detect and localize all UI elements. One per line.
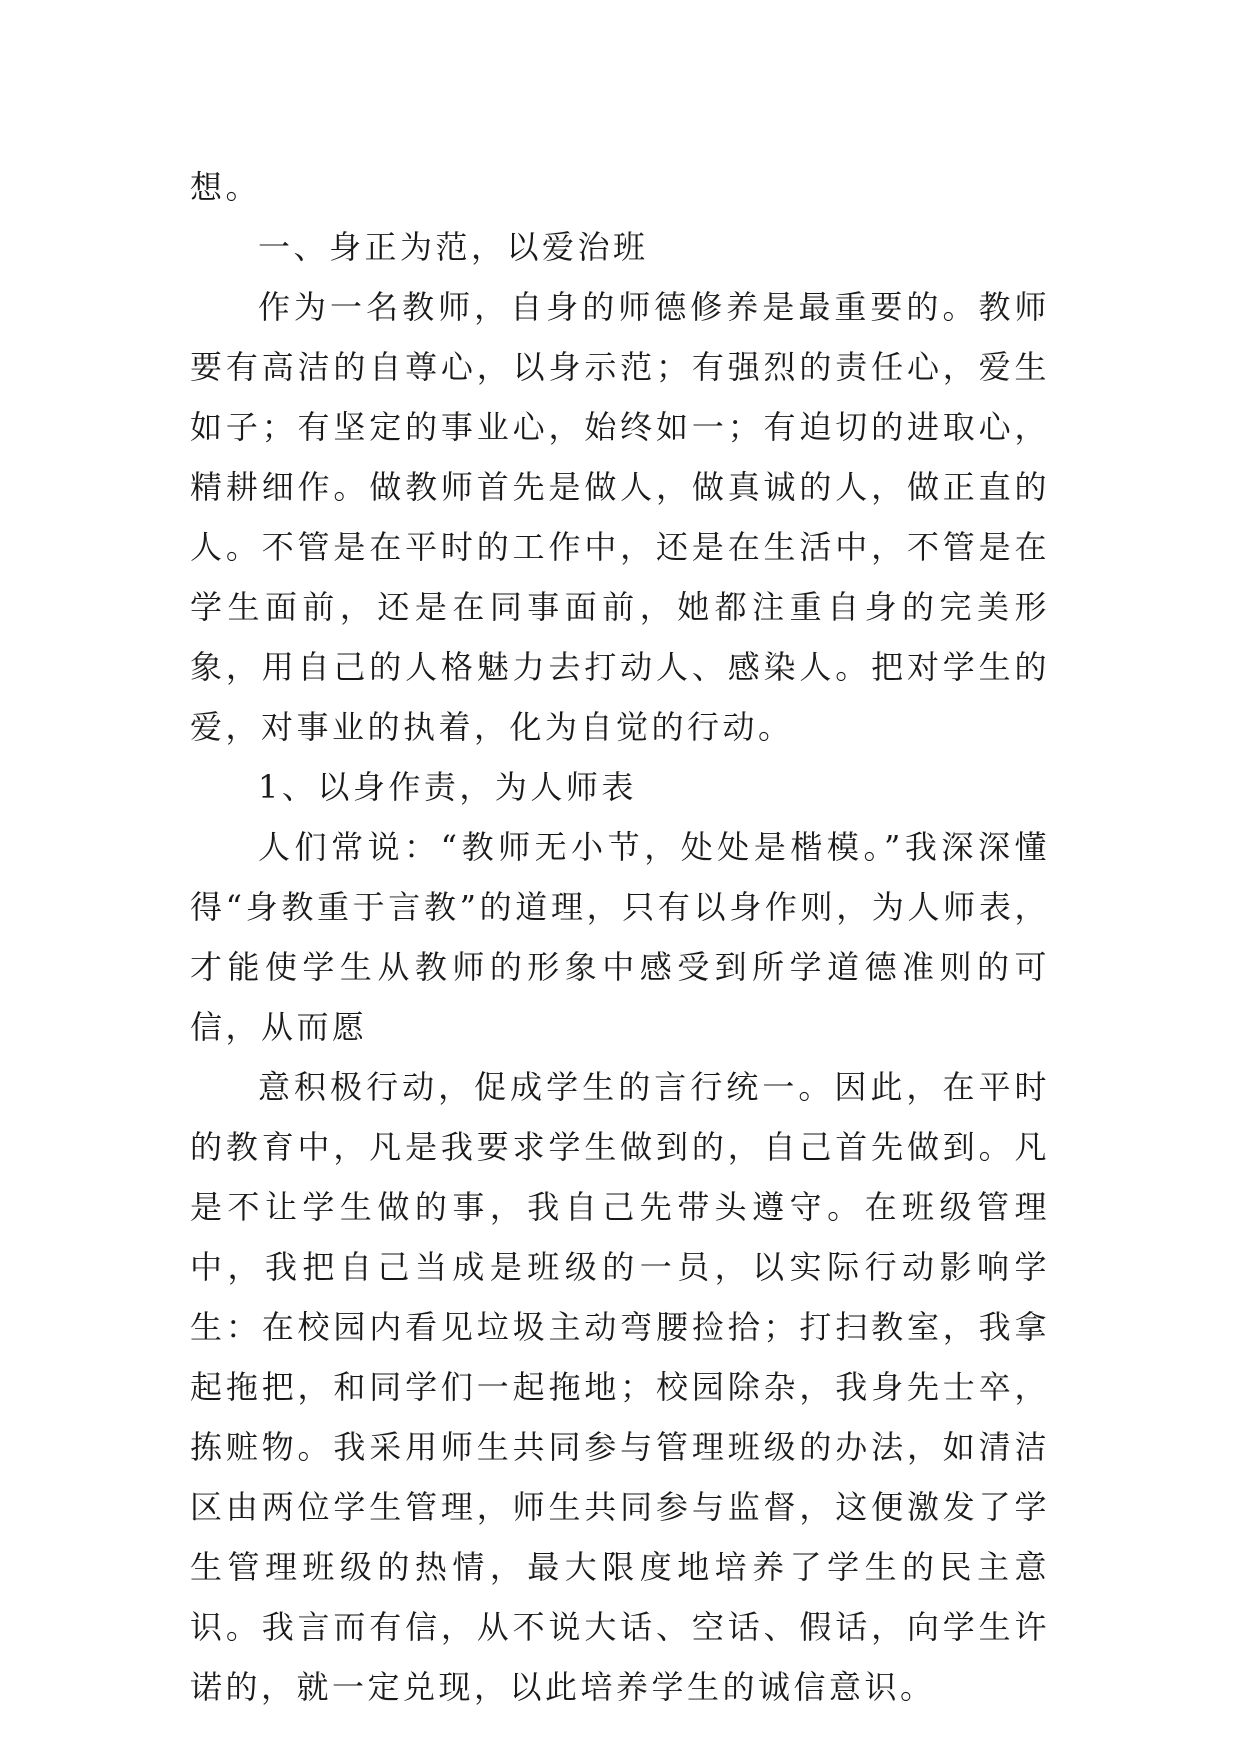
paragraph-continuation: 想。 [190, 168, 262, 206]
document-body [190, 157, 1050, 1717]
paragraph-class-management: 意积极行动，促成学生的言行统一。因此，在平时的教育中，凡是我要求学生做到的，自己首先做到。凡是不让学生做的事，我自己先带头遵守。在班级管理中，我把自己当成是班级的一员，以实际行动影响学生：在校园内看见垃圾主动弯腰捡拾；打扫教室，我拿起拖把，和同学们一起拖地；校园除杂，我身先士卒，拣赃物。我采用师生共同参与管理班级的办法，如清洁区由两位学生管理，师生共同参与监督，这便激发了学生管理班级的热情，最大限度地培养了学生的民主意识。我言而有信，从不说大话、空话、假话，向学生许诺的，就一定兑现，以此培养学生的诚信意识。 [190, 1068, 1050, 1706]
section-heading-1: 一、身正为范，以爱治班 [258, 228, 649, 266]
paragraph-teacher-ethics: 作为一名教师，自身的师德修养是最重要的。教师要有高洁的自尊心，以身示范；有强烈的责任心，爱生如子；有坚定的事业心，始终如一；有迫切的进取心，精耕细作。做教师首先是做人，做真诚的人，做正直的人。不管是在平时的工作中，还是在生活中，不管是在学生面前，还是在同事面前，她都注重自身的完美形象，用自己的人格魅力去打动人、感染人。把对学生的爱，对事业的执着，化为自觉的行动。 [190, 288, 1050, 746]
paragraph-lead-by-example: 人们常说：“教师无小节，处处是楷模。”我深深懂得“身教重于言教”的道理，只有以身作则，为人师表，才能使学生从教师的形象中感受到所学道德准则的可信，从而愿 [190, 828, 1050, 1046]
subsection-heading-1: 1、以身作责，为人师表 [258, 768, 637, 806]
